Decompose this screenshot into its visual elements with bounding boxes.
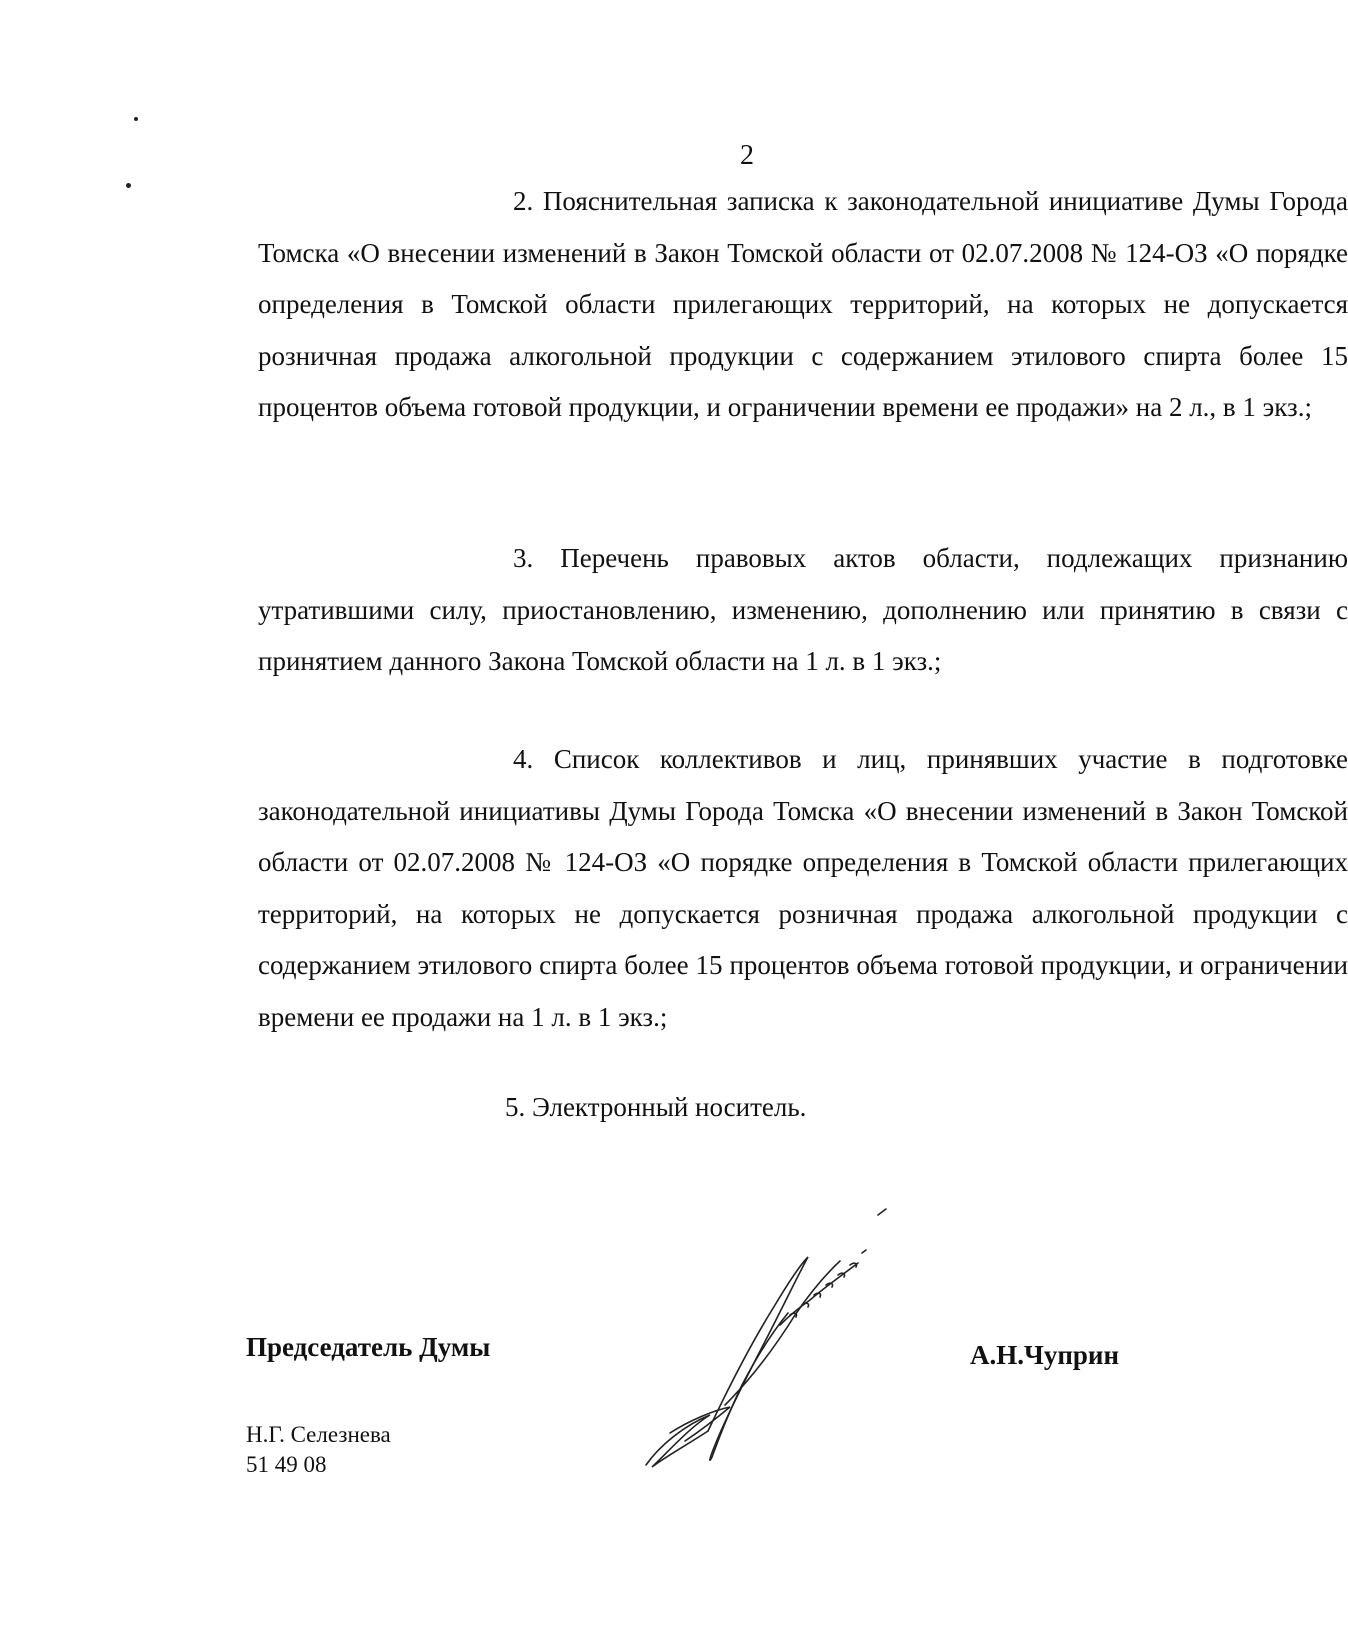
- signatory-title: Председатель Думы: [246, 1332, 491, 1362]
- executor-info: [246, 1420, 391, 1480]
- handwritten-signature: [630, 1195, 910, 1485]
- list-item-2: 2. Пояснительная записка к законодательной инициативе Думы Города Томска «О внесении изменений в Закон Томской области от 02.07.2008 № 124-ОЗ «О порядке определения в Томской области прилегающих территорий, на которых не допускается розничная продажа алкогольной продукции с содержанием этилового спирта более 15 процентов объема готовой продукции, и ограничении времени ее продажи» на 2 л., в 1 экз.;: [258, 186, 1348, 423]
- executor-name: Н.Г. Селезнева: [246, 1422, 391, 1447]
- list-item-3: 3. Перечень правовых актов области, подлежащих признанию утратившими силу, приостановлению, изменению, дополнению или принятию в связи с принятием данного Закона Томской области на 1 л. в 1 экз.;: [258, 543, 1348, 677]
- page-number: 2: [740, 140, 754, 171]
- list-item-4: 4. Список коллективов и лиц, принявших участие в подготовке законодательной инициативы Думы Города Томска «О внесении изменений в Закон Томской области от 02.07.2008 № 124-ОЗ «О порядке определения в Томской области прилегающих территорий, на которых не допускается розничная продажа алкогольной продукции с содержанием этилового спирта более 15 процентов объема готовой продукции, и ограничении времени ее продажи на 1 л. в 1 экз.;: [258, 744, 1348, 1032]
- executor-phone: 51 49 08: [246, 1452, 327, 1477]
- list-item-5: 5. Электронный носитель.: [505, 1092, 807, 1122]
- signatory-name: А.Н.Чуприн: [970, 1340, 1120, 1370]
